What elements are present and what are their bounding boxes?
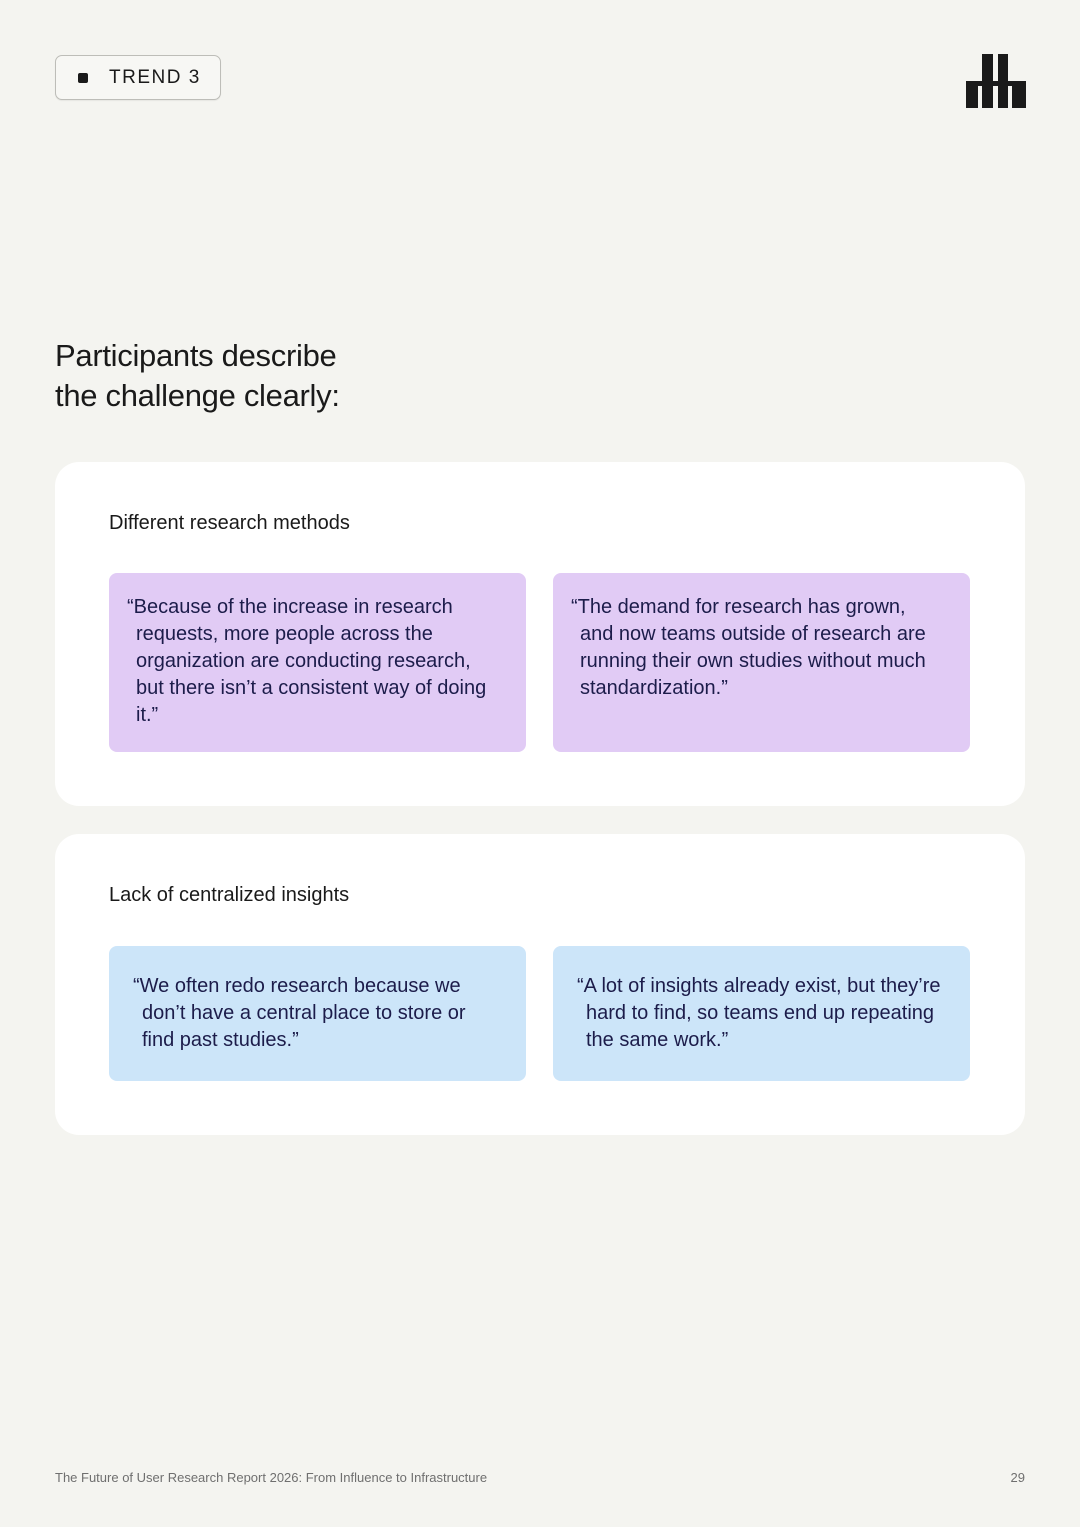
footer-report-title: The Future of User Research Report 2026: From Influence to Infrastructure xyxy=(55,1470,488,1485)
headline-line-1: Participants describe xyxy=(55,338,337,373)
square-bullet-icon xyxy=(78,73,88,83)
quote-card xyxy=(109,573,526,752)
section-title: Lack of centralized insights xyxy=(109,884,350,906)
section-card-centralized-insights xyxy=(55,834,1025,1135)
quote-text: “The demand for research has grown, and now teams outside of research are running their own studies without much standardization.” xyxy=(571,596,926,699)
quote-card xyxy=(553,573,970,752)
quote-text: “Because of the increase in research requests, more people across the organization are conducting research, but there isn’t a consistent way of doing it.” xyxy=(127,596,487,726)
page-number: 29 xyxy=(1010,1470,1025,1485)
trend-badge xyxy=(55,55,221,100)
section-card-research-methods xyxy=(55,462,1025,806)
trend-label: TREND 3 xyxy=(109,66,201,88)
section-title: Different research methods xyxy=(109,512,350,534)
quote-text: “We often redo research because we don’t have a central place to store or find past studies.” xyxy=(133,975,466,1051)
page-headline xyxy=(55,336,475,416)
quote-text: “A lot of insights already exist, but they’re hard to find, so teams end up repeating the same work.” xyxy=(577,975,941,1051)
quote-card xyxy=(109,946,526,1081)
quote-card xyxy=(553,946,970,1081)
headline-line-2: the challenge clearly: xyxy=(55,378,340,413)
bar-logo-icon xyxy=(966,54,1026,108)
